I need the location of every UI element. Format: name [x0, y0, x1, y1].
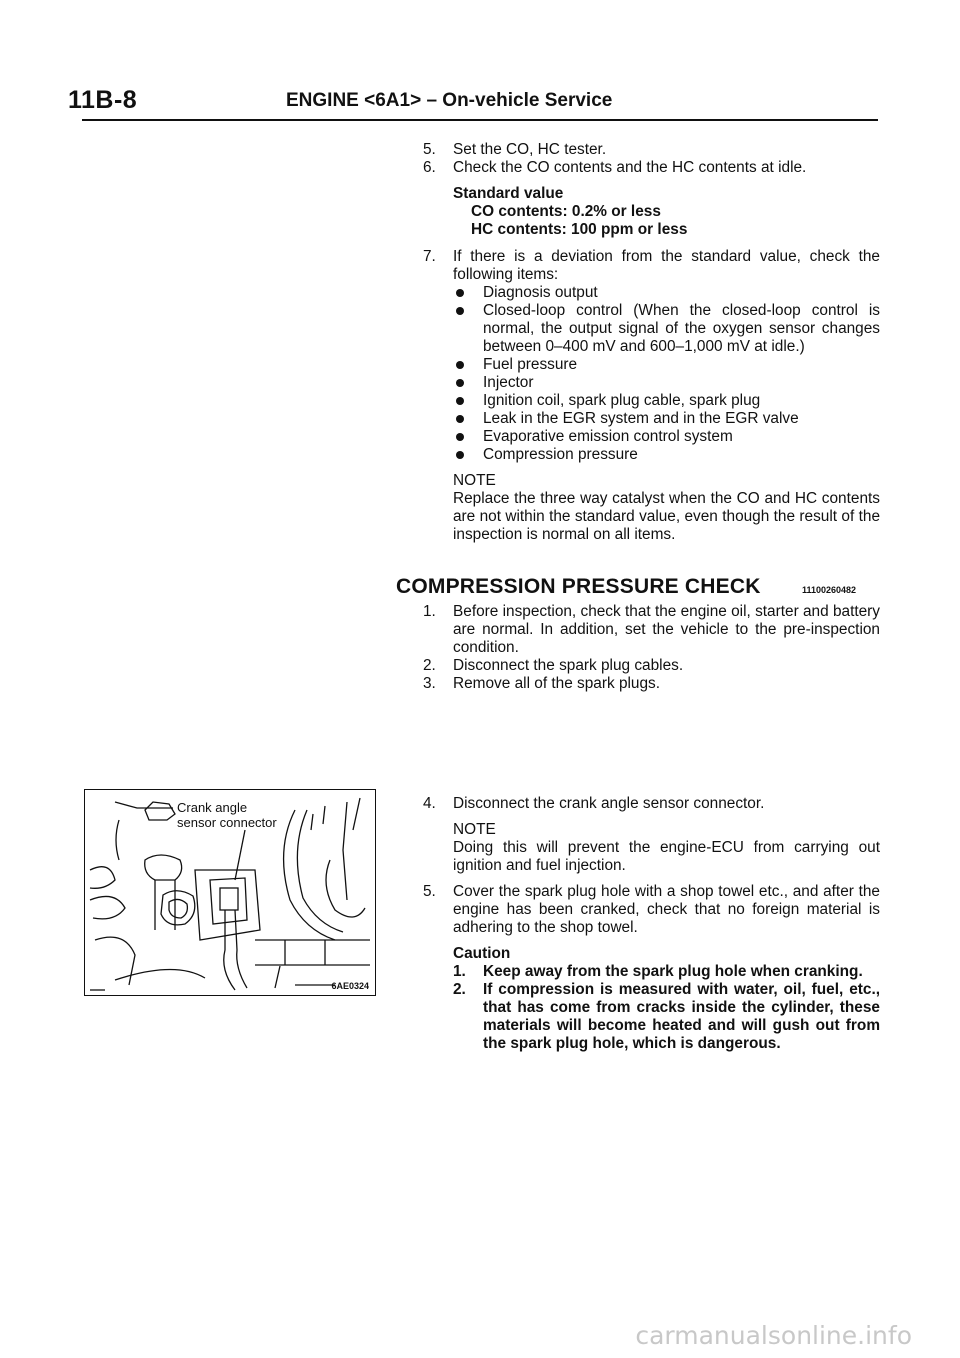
- list-item: Evaporative emission control system: [453, 428, 880, 446]
- caution-number: 2.: [453, 981, 466, 998]
- step-number: 3.: [423, 675, 436, 692]
- note-label: NOTE: [453, 472, 496, 489]
- step-number: 4.: [423, 795, 436, 812]
- co-contents-value: CO contents: 0.2% or less: [471, 203, 661, 220]
- list-item: Compression pressure: [453, 446, 880, 464]
- step-1-before-inspection: [423, 603, 880, 657]
- step-text: Remove all of the spark plugs.: [453, 675, 661, 692]
- caution-text: If compression is measured with water, oil, fuel, etc., that has come from cracks inside the cylinder, these materials will become heated and will gush out from the spark plug hole, which is dangerous.: [483, 981, 880, 1052]
- hc-contents-value: HC contents: 100 ppm or less: [471, 221, 688, 238]
- step-5-set-tester: [423, 141, 880, 159]
- step-text: Check the CO contents and the HC contents at idle.: [453, 159, 807, 176]
- caution-item: [453, 963, 880, 981]
- list-item: Ignition coil, spark plug cable, spark plug: [453, 392, 880, 410]
- step-number: 6.: [423, 159, 436, 176]
- watermark: carmanualsonline.info: [635, 1321, 912, 1350]
- list-item: Fuel pressure: [453, 356, 880, 374]
- check-items-list: [423, 284, 880, 464]
- figure-label-line: Crank angle: [177, 800, 248, 815]
- list-item: Leak in the EGR system and in the EGR valve: [453, 410, 880, 428]
- caution-list: [423, 963, 880, 1053]
- caution-number: 1.: [453, 963, 466, 980]
- step-text: Disconnect the crank angle sensor connector.: [453, 795, 765, 812]
- list-item: Injector: [453, 374, 880, 392]
- step-number: 7.: [423, 248, 436, 265]
- step-4-disconnect-sensor: [423, 795, 880, 813]
- crank-angle-sensor-figure: [84, 789, 376, 996]
- caution-item: [453, 981, 880, 1053]
- step-2-disconnect-cables: [423, 657, 880, 675]
- section-code: 11100260482: [802, 585, 857, 595]
- section-title: COMPRESSION PRESSURE CHECK: [396, 575, 761, 598]
- caution-text: Keep away from the spark plug hole when cranking.: [483, 963, 863, 980]
- list-item: Diagnosis output: [453, 284, 880, 302]
- step-number: 1.: [423, 603, 436, 620]
- figure-callout-label: [177, 800, 277, 830]
- step-text: Set the CO, HC tester.: [453, 141, 607, 158]
- list-item: Closed-loop control (When the closed-loop control is normal, the output signal of the oxygen sensor changes between 0–400 mV and 600–1,000 mV at idle.): [453, 302, 880, 356]
- sensor-and-cranking-steps: [423, 795, 880, 1053]
- step-text: Disconnect the spark plug cables.: [453, 657, 684, 674]
- step-number: 5.: [423, 883, 436, 900]
- step-number: 2.: [423, 657, 436, 674]
- page-header-title: ENGINE <6A1> – On-vehicle Service: [286, 90, 613, 111]
- caution-label: Caution: [453, 945, 511, 962]
- step-3-remove-plugs: [423, 675, 880, 693]
- step-7-deviation: [423, 248, 880, 284]
- figure-code: 6AE0324: [331, 981, 369, 991]
- figure-label-line: sensor connector: [177, 815, 277, 830]
- step-text: Cover the spark plug hole with a shop towel etc., and after the engine has been cranked, check that no foreign material is adhering to the shop towel.: [453, 883, 880, 936]
- step-number: 5.: [423, 141, 436, 158]
- note-label: NOTE: [453, 821, 496, 838]
- header-divider: [82, 119, 878, 121]
- note-text: Replace the three way catalyst when the CO and HC contents are not within the standard value, even though the result of the inspection is normal on all items.: [453, 490, 880, 543]
- step-text: If there is a deviation from the standard value, check the following items:: [453, 248, 880, 283]
- step-5-cover-hole: [423, 883, 880, 937]
- standard-value-title: Standard value: [453, 185, 564, 202]
- page-number: 11B-8: [68, 86, 138, 114]
- step-6-check-contents: [423, 159, 880, 177]
- step-text: Before inspection, check that the engine oil, starter and battery are normal. In addition, set the vehicle to the pre-inspection condition.: [453, 603, 880, 656]
- compression-check-steps: [423, 603, 880, 693]
- note-text: Doing this will prevent the engine-ECU from carrying out ignition and fuel injection.: [453, 839, 880, 874]
- co-hc-check-block: [423, 141, 880, 544]
